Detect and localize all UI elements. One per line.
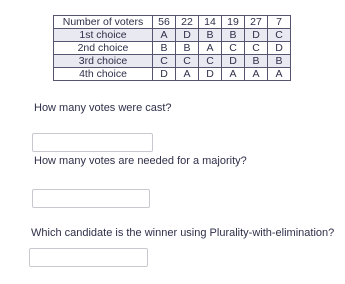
candidate-cell: D <box>199 68 222 81</box>
choice-row <box>54 68 291 81</box>
choice-label: 2nd choice <box>54 42 153 55</box>
choice-label: 1st choice <box>54 29 153 42</box>
candidate-cell: A <box>199 42 222 55</box>
voter-count-row <box>54 16 291 29</box>
candidate-cell: B <box>222 29 245 42</box>
voter-count-cell: 19 <box>222 16 245 29</box>
candidate-cell: C <box>199 55 222 68</box>
candidate-cell: B <box>199 29 222 42</box>
candidate-cell: A <box>245 68 268 81</box>
candidate-cell: A <box>268 68 291 81</box>
answer-votes-cast-input[interactable] <box>32 133 153 152</box>
candidate-cell: D <box>176 29 199 42</box>
candidate-cell: B <box>153 42 176 55</box>
candidate-cell: D <box>245 29 268 42</box>
candidate-cell: A <box>153 29 176 42</box>
choice-label: 4th choice <box>54 68 153 81</box>
candidate-cell: B <box>245 55 268 68</box>
voter-count-cell: 7 <box>268 16 291 29</box>
question-winner: Which candidate is the winner using Plurality-with-elimination? <box>31 227 335 239</box>
question-votes-cast: How many votes were cast? <box>34 102 172 114</box>
candidate-cell: C <box>245 42 268 55</box>
candidate-cell: B <box>268 55 291 68</box>
candidate-cell: C <box>268 29 291 42</box>
voter-count-cell: 14 <box>199 16 222 29</box>
candidate-cell: D <box>268 42 291 55</box>
preference-schedule-table <box>53 15 291 81</box>
candidate-cell: A <box>222 68 245 81</box>
voters-header: Number of voters <box>54 16 153 29</box>
voter-count-cell: 56 <box>153 16 176 29</box>
choice-label: 3rd choice <box>54 55 153 68</box>
candidate-cell: C <box>176 55 199 68</box>
candidate-cell: C <box>153 55 176 68</box>
voter-count-cell: 22 <box>176 16 199 29</box>
choice-row <box>54 55 291 68</box>
answer-majority-input[interactable] <box>32 189 150 208</box>
candidate-cell: D <box>153 68 176 81</box>
candidate-cell: D <box>222 55 245 68</box>
candidate-cell: B <box>176 42 199 55</box>
voter-count-cell: 27 <box>245 16 268 29</box>
candidate-cell: C <box>222 42 245 55</box>
choice-row <box>54 42 291 55</box>
question-majority: How many votes are needed for a majority? <box>34 155 247 167</box>
choice-row <box>54 29 291 42</box>
answer-winner-input[interactable] <box>29 248 148 267</box>
candidate-cell: A <box>176 68 199 81</box>
